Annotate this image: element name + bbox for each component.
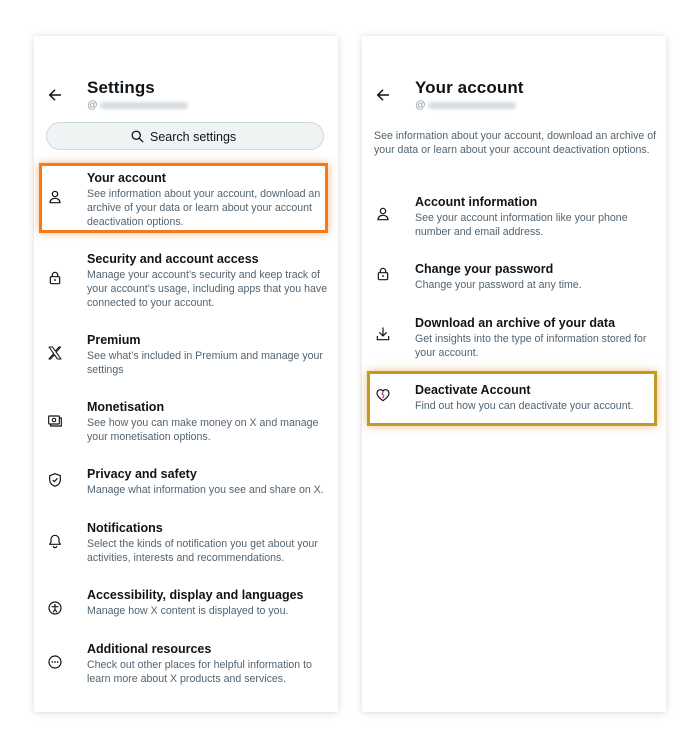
item-description: See how you can make money on X and manage your monetisation options.: [87, 417, 319, 443]
money-icon: [47, 412, 63, 428]
search-icon: [130, 129, 145, 144]
item-title: Your account: [87, 171, 166, 185]
highlight-deactivate-account: [367, 371, 657, 426]
lock-icon: [47, 270, 63, 286]
person-icon: [375, 206, 391, 222]
user-handle: @: [87, 99, 188, 111]
shield-icon: [47, 472, 63, 488]
settings-panel: [34, 36, 338, 712]
item-title: Privacy and safety: [87, 467, 197, 481]
more-icon: [47, 654, 63, 670]
item-description: Change your password at any time.: [415, 279, 582, 291]
item-title: Notifications: [87, 521, 163, 535]
item-title: Change your password: [415, 262, 554, 276]
user-handle: @: [415, 99, 516, 111]
highlight-your-account: [39, 163, 328, 233]
back-arrow-icon[interactable]: [374, 86, 392, 104]
blurred-username: [428, 102, 516, 109]
your-account-header: [362, 36, 666, 116]
item-title: Premium: [87, 333, 141, 347]
item-title: Security and account access: [87, 252, 259, 266]
item-description: See your account information like your phone number and email address.: [415, 212, 628, 238]
item-description: Get insights into the type of information stored for your account.: [415, 333, 647, 359]
item-title: Deactivate Account: [415, 383, 531, 397]
item-title: Download an archive of your data: [415, 316, 616, 330]
accessibility-icon: [47, 600, 63, 616]
item-description: Select the kinds of notification you get about your activities, interests and recommendations.: [87, 538, 318, 564]
section-intro: See information about your account, download an archive of your data or learn about your account deactivation options.: [374, 130, 657, 156]
blurred-username: [100, 102, 188, 109]
item-description: Manage how X content is displayed to you.: [87, 605, 289, 617]
lock-icon: [375, 266, 391, 282]
item-description: Manage your account’s security and keep track of your account’s usage, including apps that you have connected to your account.: [87, 269, 328, 309]
search-placeholder: Search settings: [150, 129, 237, 144]
item-title: Additional resources: [87, 642, 212, 656]
item-title: Monetisation: [87, 400, 165, 414]
download-icon: [375, 326, 391, 342]
page-title: Your account: [415, 78, 524, 97]
x-logo-icon: [47, 345, 63, 361]
item-title: Account information: [415, 195, 538, 209]
item-description: Find out how you can deactivate your account.: [415, 400, 634, 412]
bell-icon: [47, 533, 63, 549]
back-arrow-icon[interactable]: [46, 86, 64, 104]
item-description: Check out other places for helpful information to learn more about X products and services.: [87, 659, 312, 685]
settings-header: [34, 36, 338, 116]
item-description: See what’s included in Premium and manage your settings: [87, 350, 323, 376]
page-title: Settings: [87, 78, 155, 97]
item-description: See information about your account, download an archive of your data or learn about your account deactivation options.: [87, 188, 321, 228]
item-description: Manage what information you see and share on X.: [87, 484, 324, 496]
search-input[interactable]: [46, 122, 324, 150]
item-title: Accessibility, display and languages: [87, 588, 304, 602]
